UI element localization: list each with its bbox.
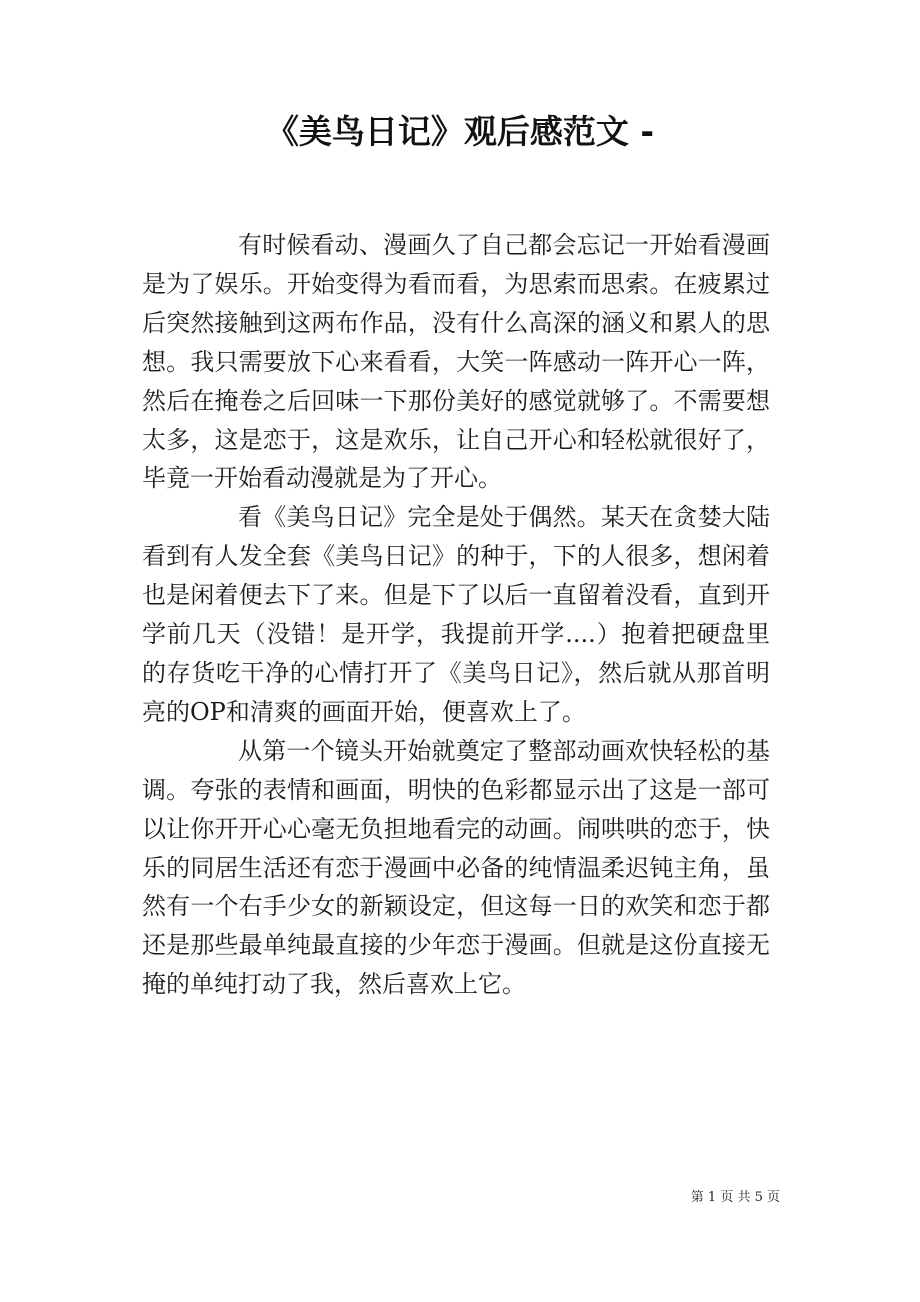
document-title: 《美鸟日记》观后感范文 - — [265, 112, 655, 151]
paragraph-3: 从第一个镜头开始就奠定了整部动画欢快轻松的基调。夸张的表情和画面，明快的色彩都显示出了这是一部可以让你开开心心毫无负担地看完的动画。闹哄哄的恋于，快乐的同居生活还有恋于漫画中必备的纯情温柔迟钝主角，虽然有一个右手少女的新颖设定，但这每一日的欢笑和恋于都还是那些最单纯最直接的少年恋于漫画。但就是这份直接无掩的单纯打动了我，然后喜欢上它。 — [142, 736, 770, 999]
document-body — [142, 226, 770, 1004]
page-number-footer: 第 1 页 共 5 页 — [690, 1190, 780, 1205]
paragraph-1: 有时候看动、漫画久了自己都会忘记一开始看漫画是为了娱乐。开始变得为看而看，为思索而思索。在疲累过后突然接触到这两布作品，没有什么高深的涵义和累人的思想。我只需要放下心来看看，大笑一阵感动一阵开心一阵，然后在掩卷之后回味一下那份美好的感觉就够了。不需要想太多，这是恋于，这是欢乐，让自己开心和轻松就很好了，毕竟一开始看动漫就是为了开心。 — [142, 231, 770, 493]
paragraph-2: 看《美鸟日记》完全是处于偶然。某天在贪婪大陆看到有人发全套《美鸟日记》的种于，下的人很多，想闲着也是闲着便去下了来。但是下了以后一直留着没看，直到开学前几天（没错！是开学，我提前开学....）抱着把硬盘里的存货吃干净的心情打开了《美鸟日记》，然后就从那首明亮的OP和清爽的画面开始，便喜欢上了。 — [142, 503, 770, 726]
